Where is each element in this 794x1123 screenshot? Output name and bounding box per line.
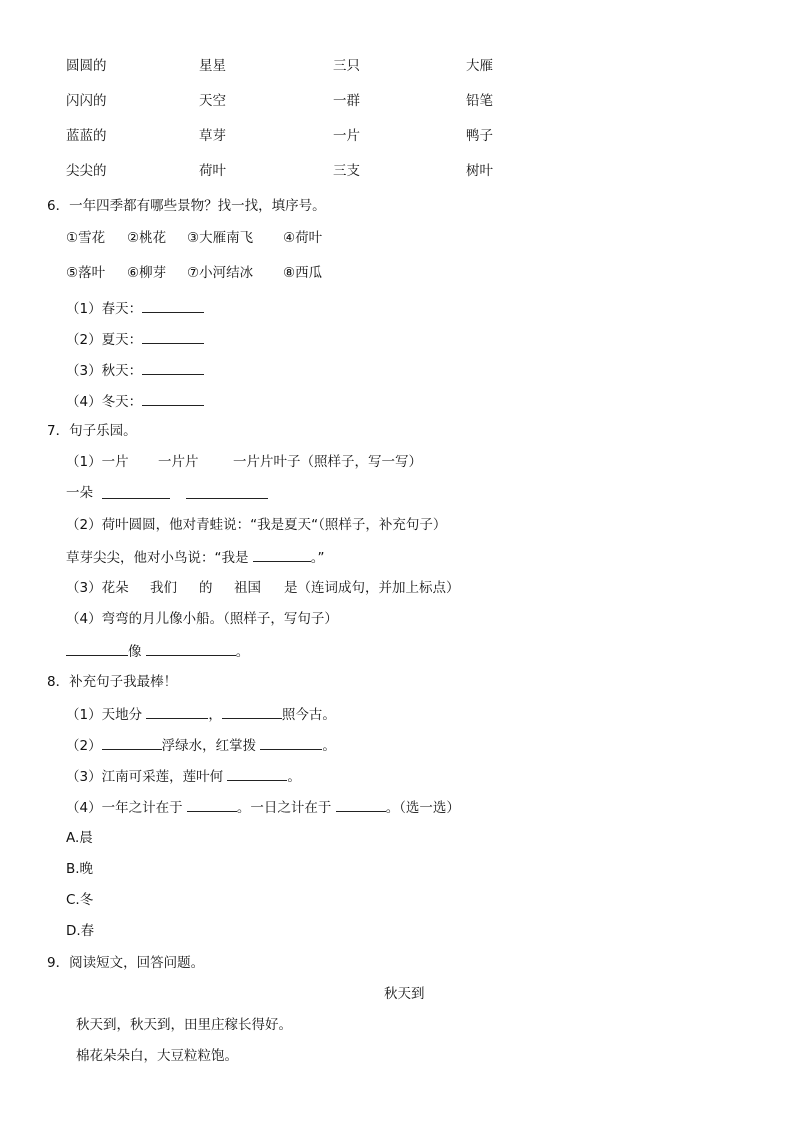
answer-blank[interactable] [227, 767, 287, 781]
sentence-text: （1）天地分 [66, 707, 143, 723]
option-item: ⑥柳芽 [127, 265, 167, 281]
answer-line [66, 392, 204, 410]
match-cell: 一片 [333, 128, 360, 144]
option-item: ②桃花 [127, 230, 167, 246]
match-cell: 星星 [199, 58, 226, 74]
answer-line [66, 642, 249, 660]
answer-blank[interactable] [146, 705, 208, 719]
answer-line [66, 299, 204, 317]
answer-prompt: 草芽尖尖，他对小鸟说：“我是 [66, 550, 249, 566]
answer-blank[interactable] [142, 361, 204, 375]
answer-label: （2）夏天： [66, 332, 143, 348]
match-cell: 大雁 [466, 58, 493, 74]
sentence-text: （3）江南可采莲，莲叶何 [66, 769, 224, 785]
choice-option[interactable]: D.春 [66, 923, 95, 939]
sentence-text: （4）一年之计在于 [66, 800, 183, 816]
match-cell: 三只 [333, 58, 360, 74]
scrambled-word: （3）花朵 [66, 580, 129, 596]
sentence-text: 。 [287, 769, 301, 785]
match-cell: 鸭子 [466, 128, 493, 144]
fill-sentence [66, 798, 460, 816]
sentence-text: 照今古。 [281, 707, 336, 723]
option-item: ⑤落叶 [66, 265, 106, 281]
sub-question: （4）弯弯的月儿像小船。（照样子，写句子） [66, 611, 338, 627]
answer-blank[interactable] [146, 642, 236, 656]
scrambled-word: 是（连词成句，并加上标点） [284, 580, 460, 596]
match-cell: 蓝蓝的 [66, 128, 107, 144]
example-word: 一片片 [158, 454, 199, 470]
fill-sentence [66, 767, 301, 785]
answer-blank[interactable] [142, 299, 204, 313]
question-title: 6．一年四季都有哪些景物？找一找，填序号。 [47, 198, 326, 214]
answer-blank[interactable] [222, 705, 282, 719]
answer-line [66, 548, 325, 566]
answer-blank[interactable] [102, 736, 162, 750]
passage-line: 秋天到，秋天到，田里庄稼长得好。 [76, 1017, 292, 1033]
option-item: ③大雁南飞 [187, 230, 254, 246]
option-item: ⑧西瓜 [283, 265, 323, 281]
answer-blank[interactable] [102, 485, 170, 499]
sentence-text: ， [208, 707, 222, 723]
match-cell: 闪闪的 [66, 93, 107, 109]
match-cell: 三支 [333, 163, 360, 179]
answer-blank[interactable] [187, 798, 237, 812]
question-title: 9．阅读短文，回答问题。 [47, 955, 205, 971]
answer-prompt: 一朵 [66, 485, 93, 501]
match-cell: 草芽 [199, 128, 226, 144]
answer-label: （1）春天： [66, 301, 143, 317]
scrambled-word: 祖国 [234, 580, 261, 596]
answer-line [66, 330, 204, 348]
choice-option[interactable]: B.晚 [66, 861, 94, 877]
answer-blank[interactable] [260, 736, 322, 750]
option-item: ⑦小河结冰 [187, 265, 254, 281]
example-word: （1）一片 [66, 454, 129, 470]
sentence-text: 浮绿水，红掌拨 [161, 738, 257, 754]
match-cell: 荷叶 [199, 163, 226, 179]
answer-line [66, 361, 204, 379]
question-title: 7．句子乐园。 [47, 423, 137, 439]
fill-sentence [66, 736, 336, 754]
answer-blank[interactable] [142, 392, 204, 406]
answer-word: 像 [128, 644, 142, 660]
option-item: ①雪花 [66, 230, 106, 246]
answer-blank[interactable] [253, 548, 311, 562]
passage-title: 秋天到 [384, 986, 425, 1002]
sub-question: （2）荷叶圆圆，他对青蛙说：“我是夏天“（照样子，补充句子） [66, 517, 447, 533]
answer-blank[interactable] [66, 642, 128, 656]
scrambled-word: 的 [199, 580, 213, 596]
scrambled-word: 我们 [150, 580, 177, 596]
match-cell: 圆圆的 [66, 58, 107, 74]
match-cell: 一群 [333, 93, 360, 109]
match-cell: 树叶 [466, 163, 493, 179]
answer-blank[interactable] [186, 485, 268, 499]
fill-sentence [66, 705, 336, 723]
answer-label: （3）秋天： [66, 363, 143, 379]
answer-blank[interactable] [336, 798, 386, 812]
choice-option[interactable]: C.冬 [66, 892, 94, 908]
sentence-text: 。 [322, 738, 336, 754]
answer-label: （4）冬天： [66, 394, 143, 410]
choice-option[interactable]: A.晨 [66, 830, 93, 846]
answer-blank[interactable] [142, 330, 204, 344]
passage-line: 棉花朵朵白，大豆粒粒饱。 [76, 1048, 238, 1064]
sentence-text: （2） [66, 738, 102, 754]
answer-suffix: 。” [310, 550, 325, 566]
question-title: 8．补充句子我最棒！ [47, 674, 178, 690]
match-cell: 天空 [199, 93, 226, 109]
answer-suffix: 。 [235, 644, 250, 660]
sentence-text: 。（选一选） [385, 800, 460, 816]
example-word: 一片片叶子（照样子，写一写） [233, 454, 422, 470]
match-cell: 铅笔 [466, 93, 493, 109]
match-cell: 尖尖的 [66, 163, 107, 179]
option-item: ④荷叶 [283, 230, 323, 246]
sentence-text: 。一日之计在于 [236, 800, 332, 816]
